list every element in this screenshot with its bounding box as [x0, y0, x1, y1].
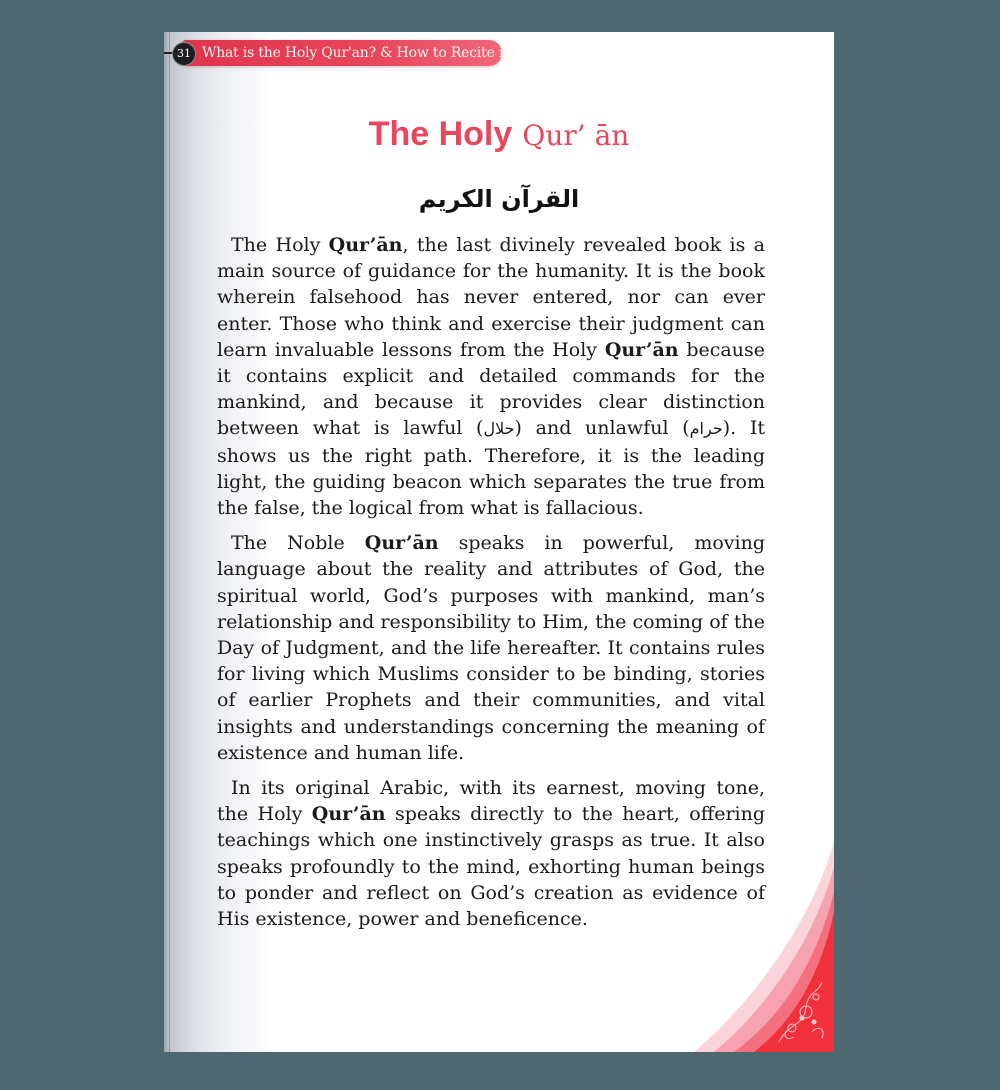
- title-part-1: The Holy: [368, 115, 513, 153]
- running-header-title: What is the Holy Qur'an? & How to Recite it?: [202, 45, 516, 61]
- page-title: [164, 112, 834, 158]
- text-run: The Noble: [231, 532, 365, 555]
- quran-term: Qur’ān: [364, 532, 439, 555]
- quran-term: Qur’ān: [328, 234, 403, 256]
- text-run: ) and unlawful (: [514, 417, 690, 440]
- decorative-swoosh-icon: [694, 842, 834, 1052]
- text-run: because it contains explicit and detailed commands for the mankind, and because it provides clear distinction between what is lawful (: [217, 338, 765, 440]
- page-number-badge: 31: [172, 42, 196, 66]
- arabic-subtitle: القرآن الكريم: [418, 185, 580, 213]
- arabic-term: حرام: [689, 419, 723, 439]
- text-run: In its original Arabic, with its earnest, moving tone, the Holy: [217, 777, 765, 826]
- quran-term: Qur’ān: [604, 338, 679, 361]
- text-run: ). It shows us the right path. Therefore, it is the leading light, the guiding beacon which separates the true from the false, the logical from what is fallacious.: [217, 417, 765, 520]
- title-part-2: Qur’ ān: [522, 119, 630, 152]
- paragraph-1: [217, 232, 765, 521]
- paragraph-3: [217, 775, 765, 932]
- text-run: The Holy: [231, 234, 329, 256]
- text-run: speaks in powerful, moving language about the reality and attributes of God, the spiritual world, God’s purposes with mankind, man’s relationship and responsibility to Him, the coming of the Day of Judgment, and the life hereafter. It contains rules for living which Muslims consider to be binding, stories of earlier Prophets and their communities, and vital insights and understandings concerning the meaning of existence and human life.: [217, 532, 765, 764]
- paragraph-2: [217, 530, 765, 766]
- body-text: [217, 232, 765, 941]
- arabic-term: حلال: [483, 419, 515, 439]
- text-run: speaks directly to the heart, offering teachings which one instinctively grasps as true. It also speaks profoundly to the mind, exhorting human beings to ponder and reflect on God’s creation as evidence of His existence, power and beneficence.: [217, 803, 766, 931]
- book-page: [164, 32, 834, 1052]
- text-run: , the last divinely revealed book is a main source of guidance for the humanity. It is the book wherein falsehood has never entered, nor can ever enter. Those who think and exercise their judgment can learn invaluable lessons from the Holy: [217, 234, 765, 361]
- quran-term: Qur’ān: [311, 803, 386, 826]
